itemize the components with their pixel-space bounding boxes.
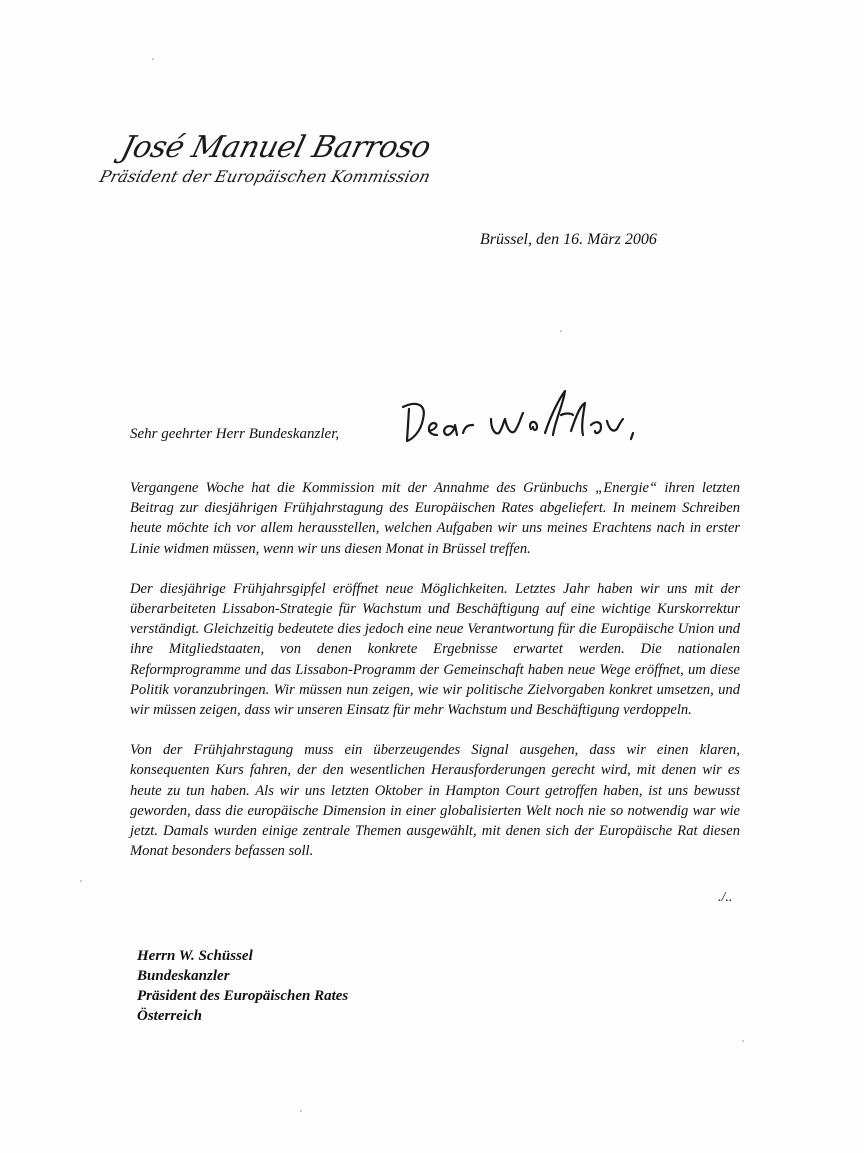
scan-speck xyxy=(152,58,154,60)
recipient-role: Bundeskanzler xyxy=(137,968,230,984)
paragraph-3: Von der Frühjahrstagung muss ein überzeugendes Signal ausgehen, dass wir einen klaren, konsequenten Kurs fahren, der den wesentlichen Herausforderungen gerecht wird, mit denen wir es heute zu tun haben. Als wir uns letzten Oktober in Hampton Court getroffen haben, ist uns bewusst geworden, dass die europäische Dimension in einer globalisierten Welt noch nie so notwendig war wie jetzt. Damals wurden einige zentrale Themen ausgewählt, mit denen sich der Europäische Rat diesen Monat besonders befassen soll. xyxy=(130,742,740,860)
letter-date: Brüssel, den 16. März 2006 xyxy=(480,231,657,248)
continued-mark: ./.. xyxy=(718,890,733,905)
recipient-office: Präsident des Europäischen Rates xyxy=(137,988,349,1004)
handwritten-greeting xyxy=(395,385,650,455)
letter-body xyxy=(130,478,740,881)
paragraph-2: Der diesjährige Frühjahrsgipfel eröffnet neue Möglichkeiten. Letztes Jahr haben wir uns mit der überarbeiteten Lissabon-Strategie für Wachstum und Beschäftigung auf eine wichtige Kurskorrektur verständigt. Gleichzeitig bedeutete dies jedoch eine neue Verantwortung für die Europäische Union und ihre Mitgliedstaaten, von denen konkrete Ergebnisse erwartet werden. Die nationalen Reformprogramme und das Lissabon-Programm der Gemeinschaft haben neue Wege eröffnet, um diese Politik voranzubringen. Wir müssen nun zeigen, wie wir politische Zielvorgaben konkret umsetzen, und wir müssen zeigen, dass wir unseren Einsatz für mehr Wachstum und Beschäftigung verdoppeln. xyxy=(130,580,740,719)
salutation: Sehr geehrter Herr Bundeskanzler, xyxy=(130,426,340,442)
scan-speck xyxy=(560,330,562,332)
letterhead xyxy=(97,130,440,188)
letterhead-title: Präsident der Europäischen Kommission xyxy=(97,167,433,186)
letterhead-name: José Manuel Barroso xyxy=(117,130,435,165)
recipient-address xyxy=(137,946,348,1026)
paragraph-1: Vergangene Woche hat die Kommission mit der Annahme des Grünbuchs „Energie“ ihren letzten Beitrag zur diesjährigen Frühjahrstagung des Europäischen Rates abgeliefert. In meinem Schreiben heute möchte ich vor allem herausstellen, welchen Aufgaben wir uns meines Erachtens nach in erster Linie widmen müssen, wenn wir uns diesen Monat in Brüssel treffen. xyxy=(130,480,740,557)
recipient-name: Herrn W. Schüssel xyxy=(137,948,253,964)
scan-speck xyxy=(300,1110,302,1112)
recipient-country: Österreich xyxy=(137,1008,202,1024)
scan-speck xyxy=(80,880,82,882)
scan-speck xyxy=(742,1040,744,1042)
